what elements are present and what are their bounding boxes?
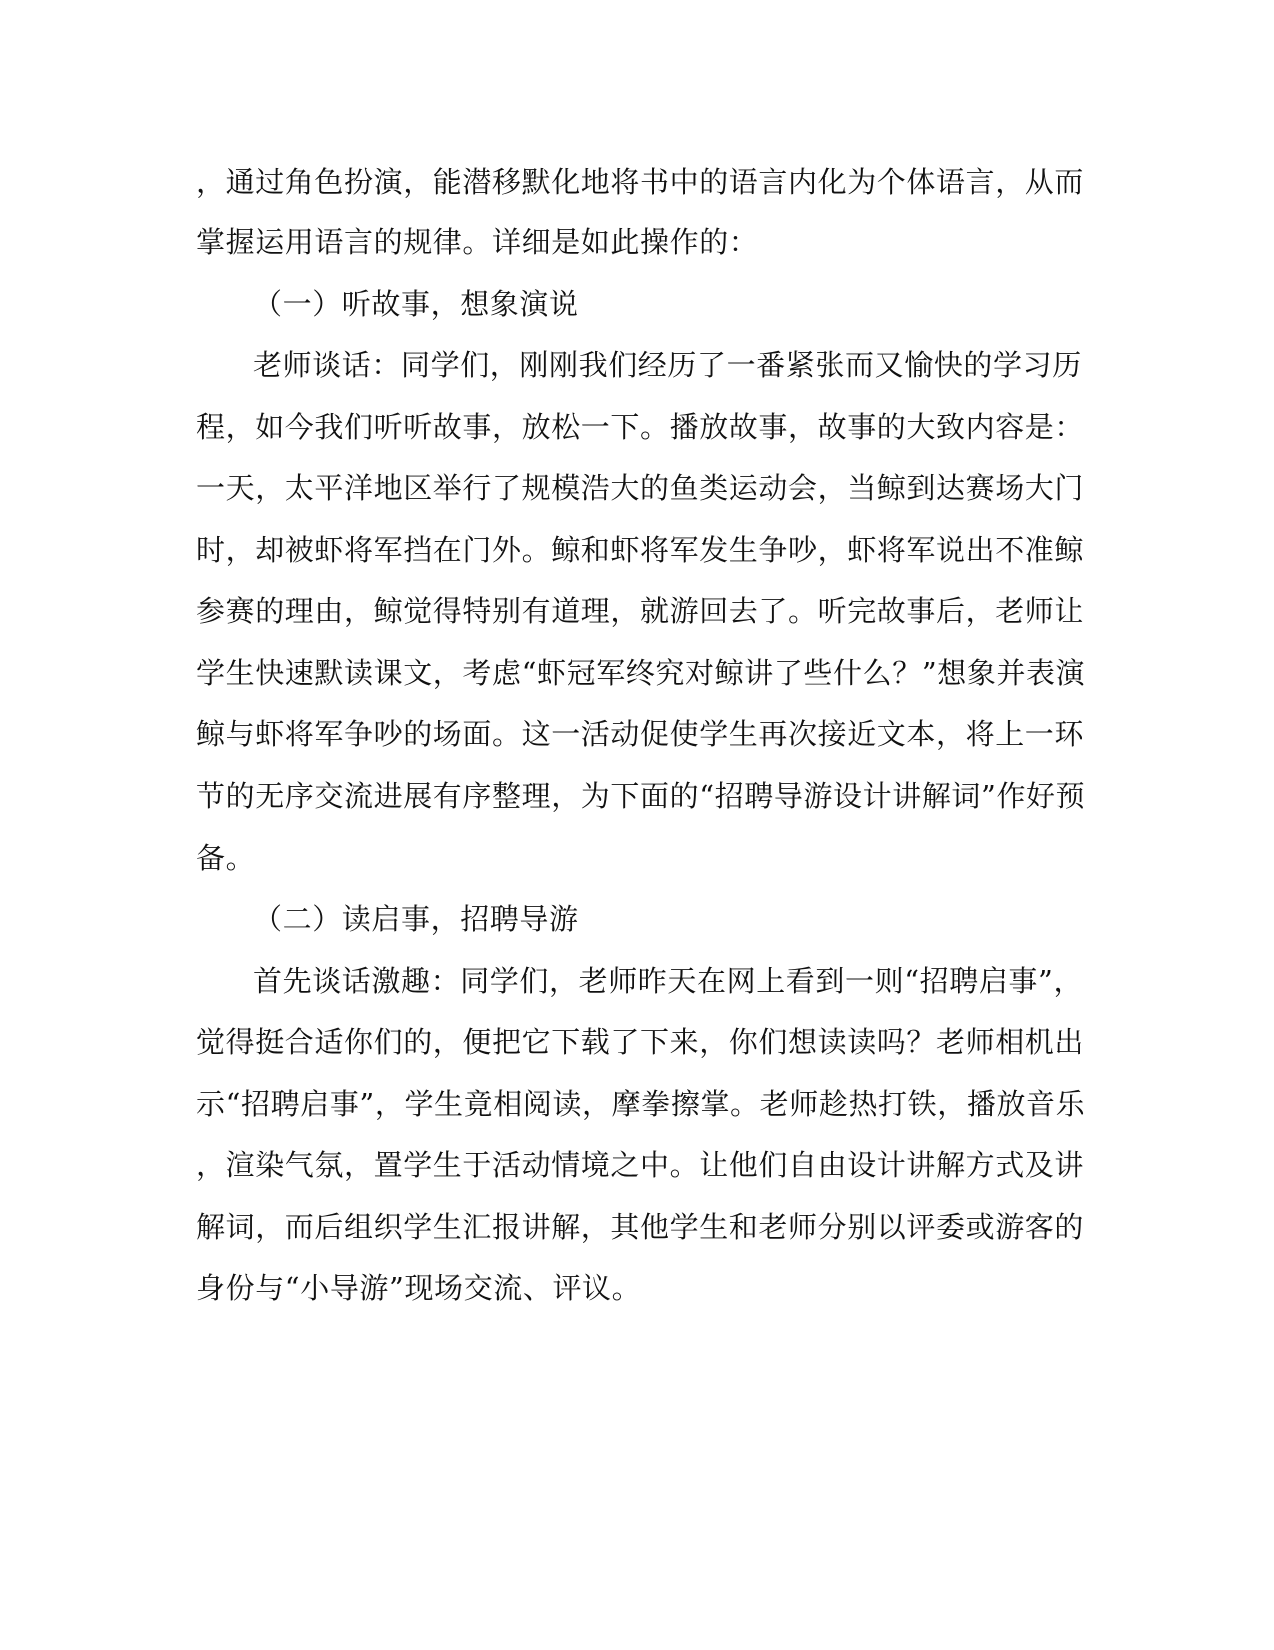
text-line: 解词，而后组织学生汇报讲解，其他学生和老师分别以评委或游客的 [196, 1210, 1085, 1244]
text-line: 老师谈话：同学们，刚刚我们经历了一番紧张而又愉快的学习历 [253, 348, 1082, 382]
text-line: ，渲染气氛，置学生于活动情境之中。让他们自由设计讲解方式及讲 [196, 1148, 1085, 1182]
text-line: 首先谈话激趣：同学们，老师昨天在网上看到一则“招聘启事”， [253, 964, 1084, 998]
text-line: 学生快速默读课文，考虑“虾冠军终究对鲸讲了些什么？”想象并表演 [196, 656, 1086, 690]
section-heading: （一）听故事，想象演说 [253, 287, 579, 321]
text-line: 觉得挺合适你们的，便把它下载了下来，你们想读读吗？老师相机出 [196, 1025, 1085, 1059]
text-line: ，通过角色扮演，能潜移默化地将书中的语言内化为个体语言，从而 [196, 165, 1085, 199]
text-line: 时，却被虾将军挡在门外。鲸和虾将军发生争吵，虾将军说出不准鲸 [196, 533, 1085, 567]
text-line: 备。 [196, 841, 256, 875]
text-line: 示“招聘启事”，学生竟相阅读，摩拳擦掌。老师趁热打铁，播放音乐 [196, 1087, 1086, 1121]
section-heading: （二）读启事，招聘导游 [253, 902, 579, 936]
text-line: 身份与“小导游”现场交流、评议。 [196, 1271, 642, 1305]
text-line: 程，如今我们听听故事，放松一下。播放故事，故事的大致内容是： [196, 410, 1085, 444]
text-line: 参赛的理由，鲸觉得特别有道理，就游回去了。听完故事后，老师让 [196, 594, 1085, 628]
text-line: 鲸与虾将军争吵的场面。这一活动促使学生再次接近文本，将上一环 [196, 717, 1085, 751]
text-line: 节的无序交流进展有序整理，为下面的“招聘导游设计讲解词”作好预 [196, 779, 1086, 813]
text-line: 掌握运用语言的规律。详细是如此操作的： [196, 225, 759, 259]
text-line: 一天，太平洋地区举行了规模浩大的鱼类运动会，当鲸到达赛场大门 [196, 471, 1085, 505]
